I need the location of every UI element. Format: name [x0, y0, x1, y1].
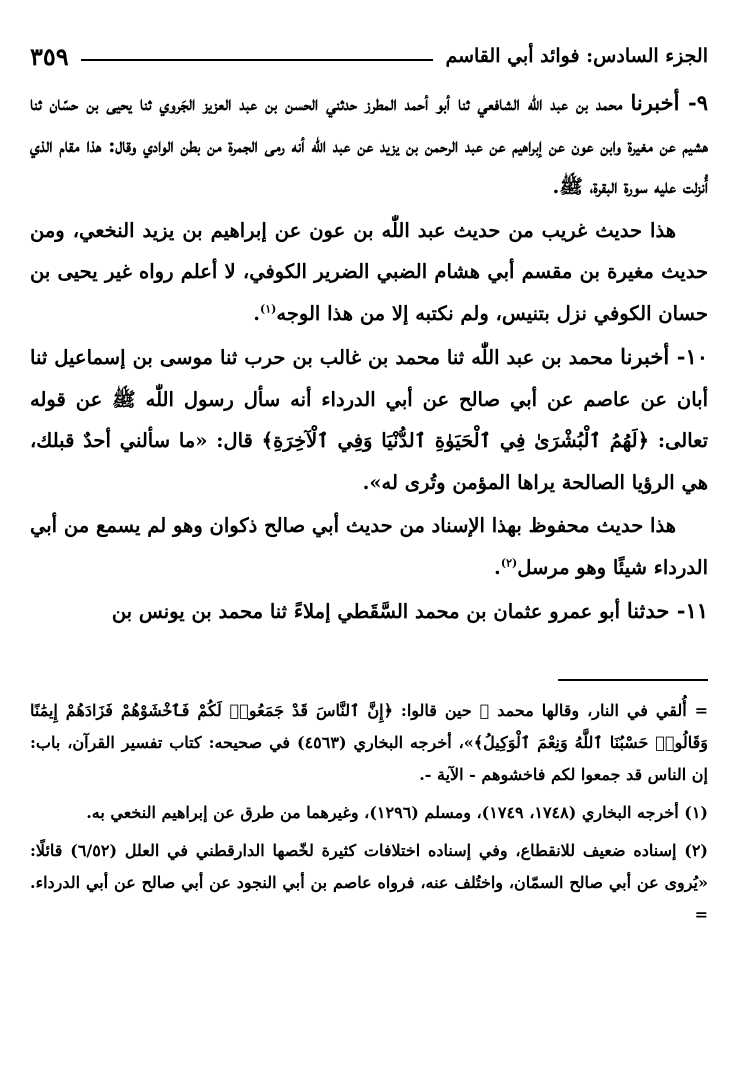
commentary-tail: . [494, 555, 501, 579]
footnote-2: (٢) إسناده ضعيف للانقطاع، وفي إسناده اختلافات كثيرة لخّصها الدارقطني في العلل (٦/٥٢) قائلًا: «يُروى عن أبي صالح السمّان، واختُلف عنه، فرواه عاصم بن أبي النجود عن أبي صالح عن أبي الدرداء. = [30, 840, 708, 924]
hadith-11 [30, 590, 708, 633]
footnote-1: (١) أخرجه البخاري (١٧٤٨، ١٧٤٩)، ومسلم (١٢٩٦)، وغيرهما من طرق عن إبراهيم النخعي به. [86, 802, 708, 822]
footnote-continued: = أُلقي في النار، وقالها محمد ﷺ حين قالوا: ﴿إِنَّ ٱلنَّاسَ قَدْ جَمَعُوا۟ لَكُمْ فَٱخْشَوْهُمْ فَزَادَهُمْ إِيمَٰنًا وَقَالُوا۟ حَسْبُنَا ٱللَّهُ وَنِعْمَ ٱلْوَكِيلُ﴾»، أخرجه البخاري (٤٥٦٣) في صحيحه: كتاب تفسير القرآن، باب: إن الناس قد جمعوا لكم فاخشوهم - الآية -. [30, 700, 708, 784]
commentary-9 [30, 210, 708, 335]
hadith-text: محمد بن عبد اللّٰه الشافعي ثنا أبو أحمد المطرز حدثني الحسن بن عبد العزيز الجَروي ثنا يحيى بن حسّان ثنا هشيم عن مغيرة وابن عون عن إبراهيم عن عبد الرحمن بن يزيد عن عبد اللّٰه أنه رمى الجمرة من بطن الوادي وقال: هذا مقام الذي أُنزلت عليه سورة البقرة، ﷺ. [30, 92, 708, 198]
hadith-lead: ١٠- أخبرنا [620, 344, 708, 369]
commentary-tail: . [253, 301, 260, 325]
footnote-ref-1: (١) [260, 302, 277, 315]
hadith-text: محمد بن عبد اللّٰه ثنا محمد بن غالب بن حرب ثنا موسى بن إسماعيل ثنا أبان عن عاصم عن أبي صالح عن أبي الدرداء أنه سأل رسول اللّٰه ﷺ عن قوله تعالى: ﴿لَهُمُ ٱلْبُشْرَىٰ فِي ٱلْحَيَوٰةِ ٱلدُّنْيَا وَفِي ٱلْآخِرَةِ﴾ قال: «ما سألني أحدٌ قبلك، هي الرؤيا الصالحة يراها المؤمن وتُرى له». [30, 346, 708, 494]
footnote-separator [558, 679, 708, 681]
body-text [30, 82, 708, 633]
hadith-lead: ٩- أخبرنا [630, 90, 708, 115]
footnote-separator-wrap [30, 635, 708, 695]
hadith-lead: ١١- حدثنا [626, 598, 708, 623]
commentary-text: هذا حديث غريب من حديث عبد اللّٰه بن عون عن إبراهيم بن يزيد النخعي، ومن حديث مغيرة بن مقسم أبي هشام الضبي الضرير الكوفي، لا أعلم رواه غير يحيى بن حسان الكوفي نزل بتنيس، ولم نكتبه إلا من هذا الوجه [30, 218, 708, 325]
header-title: الجزء السادس: فوائد أبي القاسم [445, 45, 708, 67]
hadith-10 [30, 336, 708, 503]
header-rule [81, 59, 434, 61]
page-number: ٣٥٩ [30, 41, 69, 71]
commentary-10 [30, 505, 708, 588]
running-header [30, 36, 708, 76]
footnotes [30, 695, 708, 931]
commentary-text: هذا حديث محفوظ بهذا الإسناد من حديث أبي صالح ذكوان وهو لم يسمع من أبي الدرداء شيئًا وهو مرسل [30, 514, 708, 579]
hadith-text: أبو عمرو عثمان بن محمد السَّقَطي إملاءً ثنا محمد بن يونس بن [111, 600, 627, 623]
hadith-9 [30, 82, 708, 208]
footnote-ref-2: (٢) [500, 556, 518, 569]
